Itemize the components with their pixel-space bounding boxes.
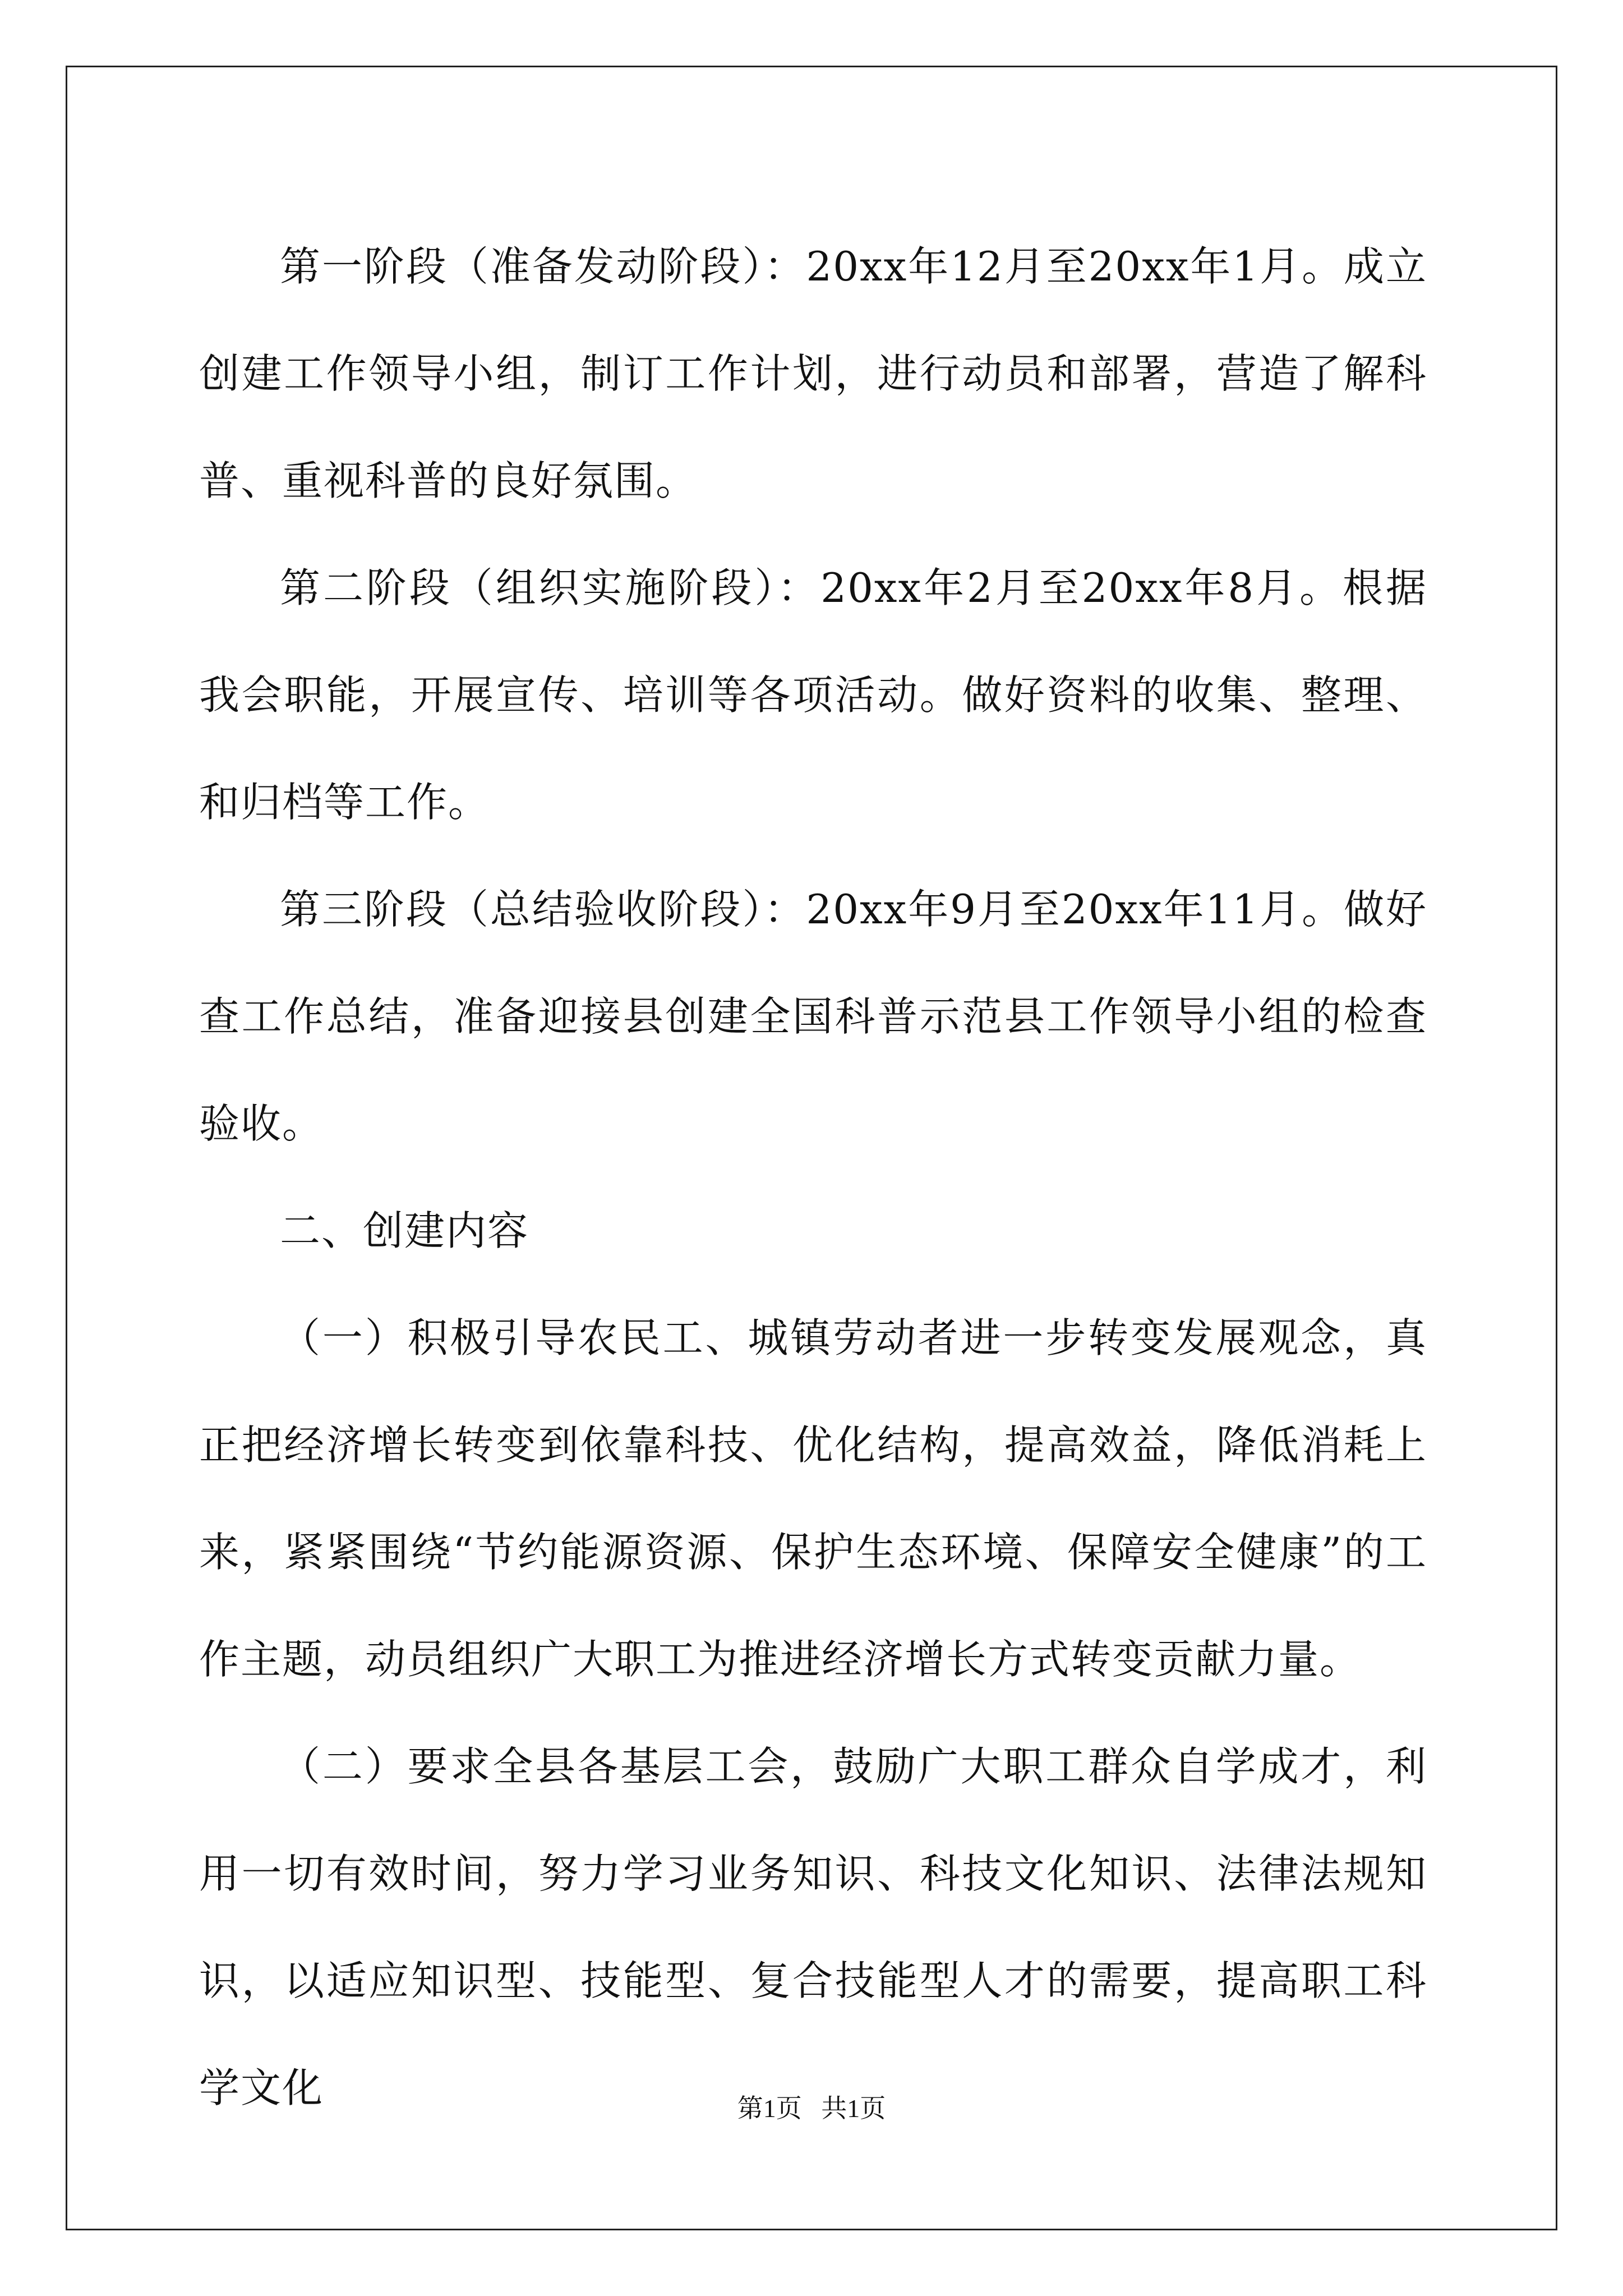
paragraph-stage-two: 第二阶段（组织实施阶段）：20xx年2月至20xx年8月。根据我会职能，开展宣传、培训等各项活动。做好资料的收集、整理、和归档等工作。 [199, 564, 1427, 826]
section-heading-content: 二、创建内容 [280, 1207, 529, 1254]
paragraph-item-one: （一）积极引导农民工、城镇劳动者进一步转变发展观念，真正把经济增长转变到依靠科技、优化结构，提高效益，降低消耗上来，紧紧围绕“节约能源资源、保护生态环境、保障安全健康”的工作主题，动员组织广大职工为推进经济增长方式转变贡献力量。 [199, 1314, 1427, 1683]
paragraph-stage-one: 第一阶段（准备发动阶段）：20xx年12月至20xx年1月。成立创建工作领导小组，制订工作计划，进行动员和部署，营造了解科普、重视科普的良好氛围。 [199, 243, 1427, 504]
paragraph-item-two: （二）要求全县各基层工会，鼓励广大职工群众自学成才，利用一切有效时间，努力学习业务知识、科技文化知识、法律法规知识，以适应知识型、技能型、复合技能型人才的需要，提高职工科学文化 [199, 1743, 1427, 2111]
document-body [199, 213, 1427, 2142]
page-footer: 第1页 共1页 [737, 2094, 886, 2123]
paragraph-stage-three: 第三阶段（总结验收阶段）：20xx年9月至20xx年11月。做好查工作总结，准备迎接县创建全国科普示范县工作领导小组的检查验收。 [199, 886, 1427, 1147]
